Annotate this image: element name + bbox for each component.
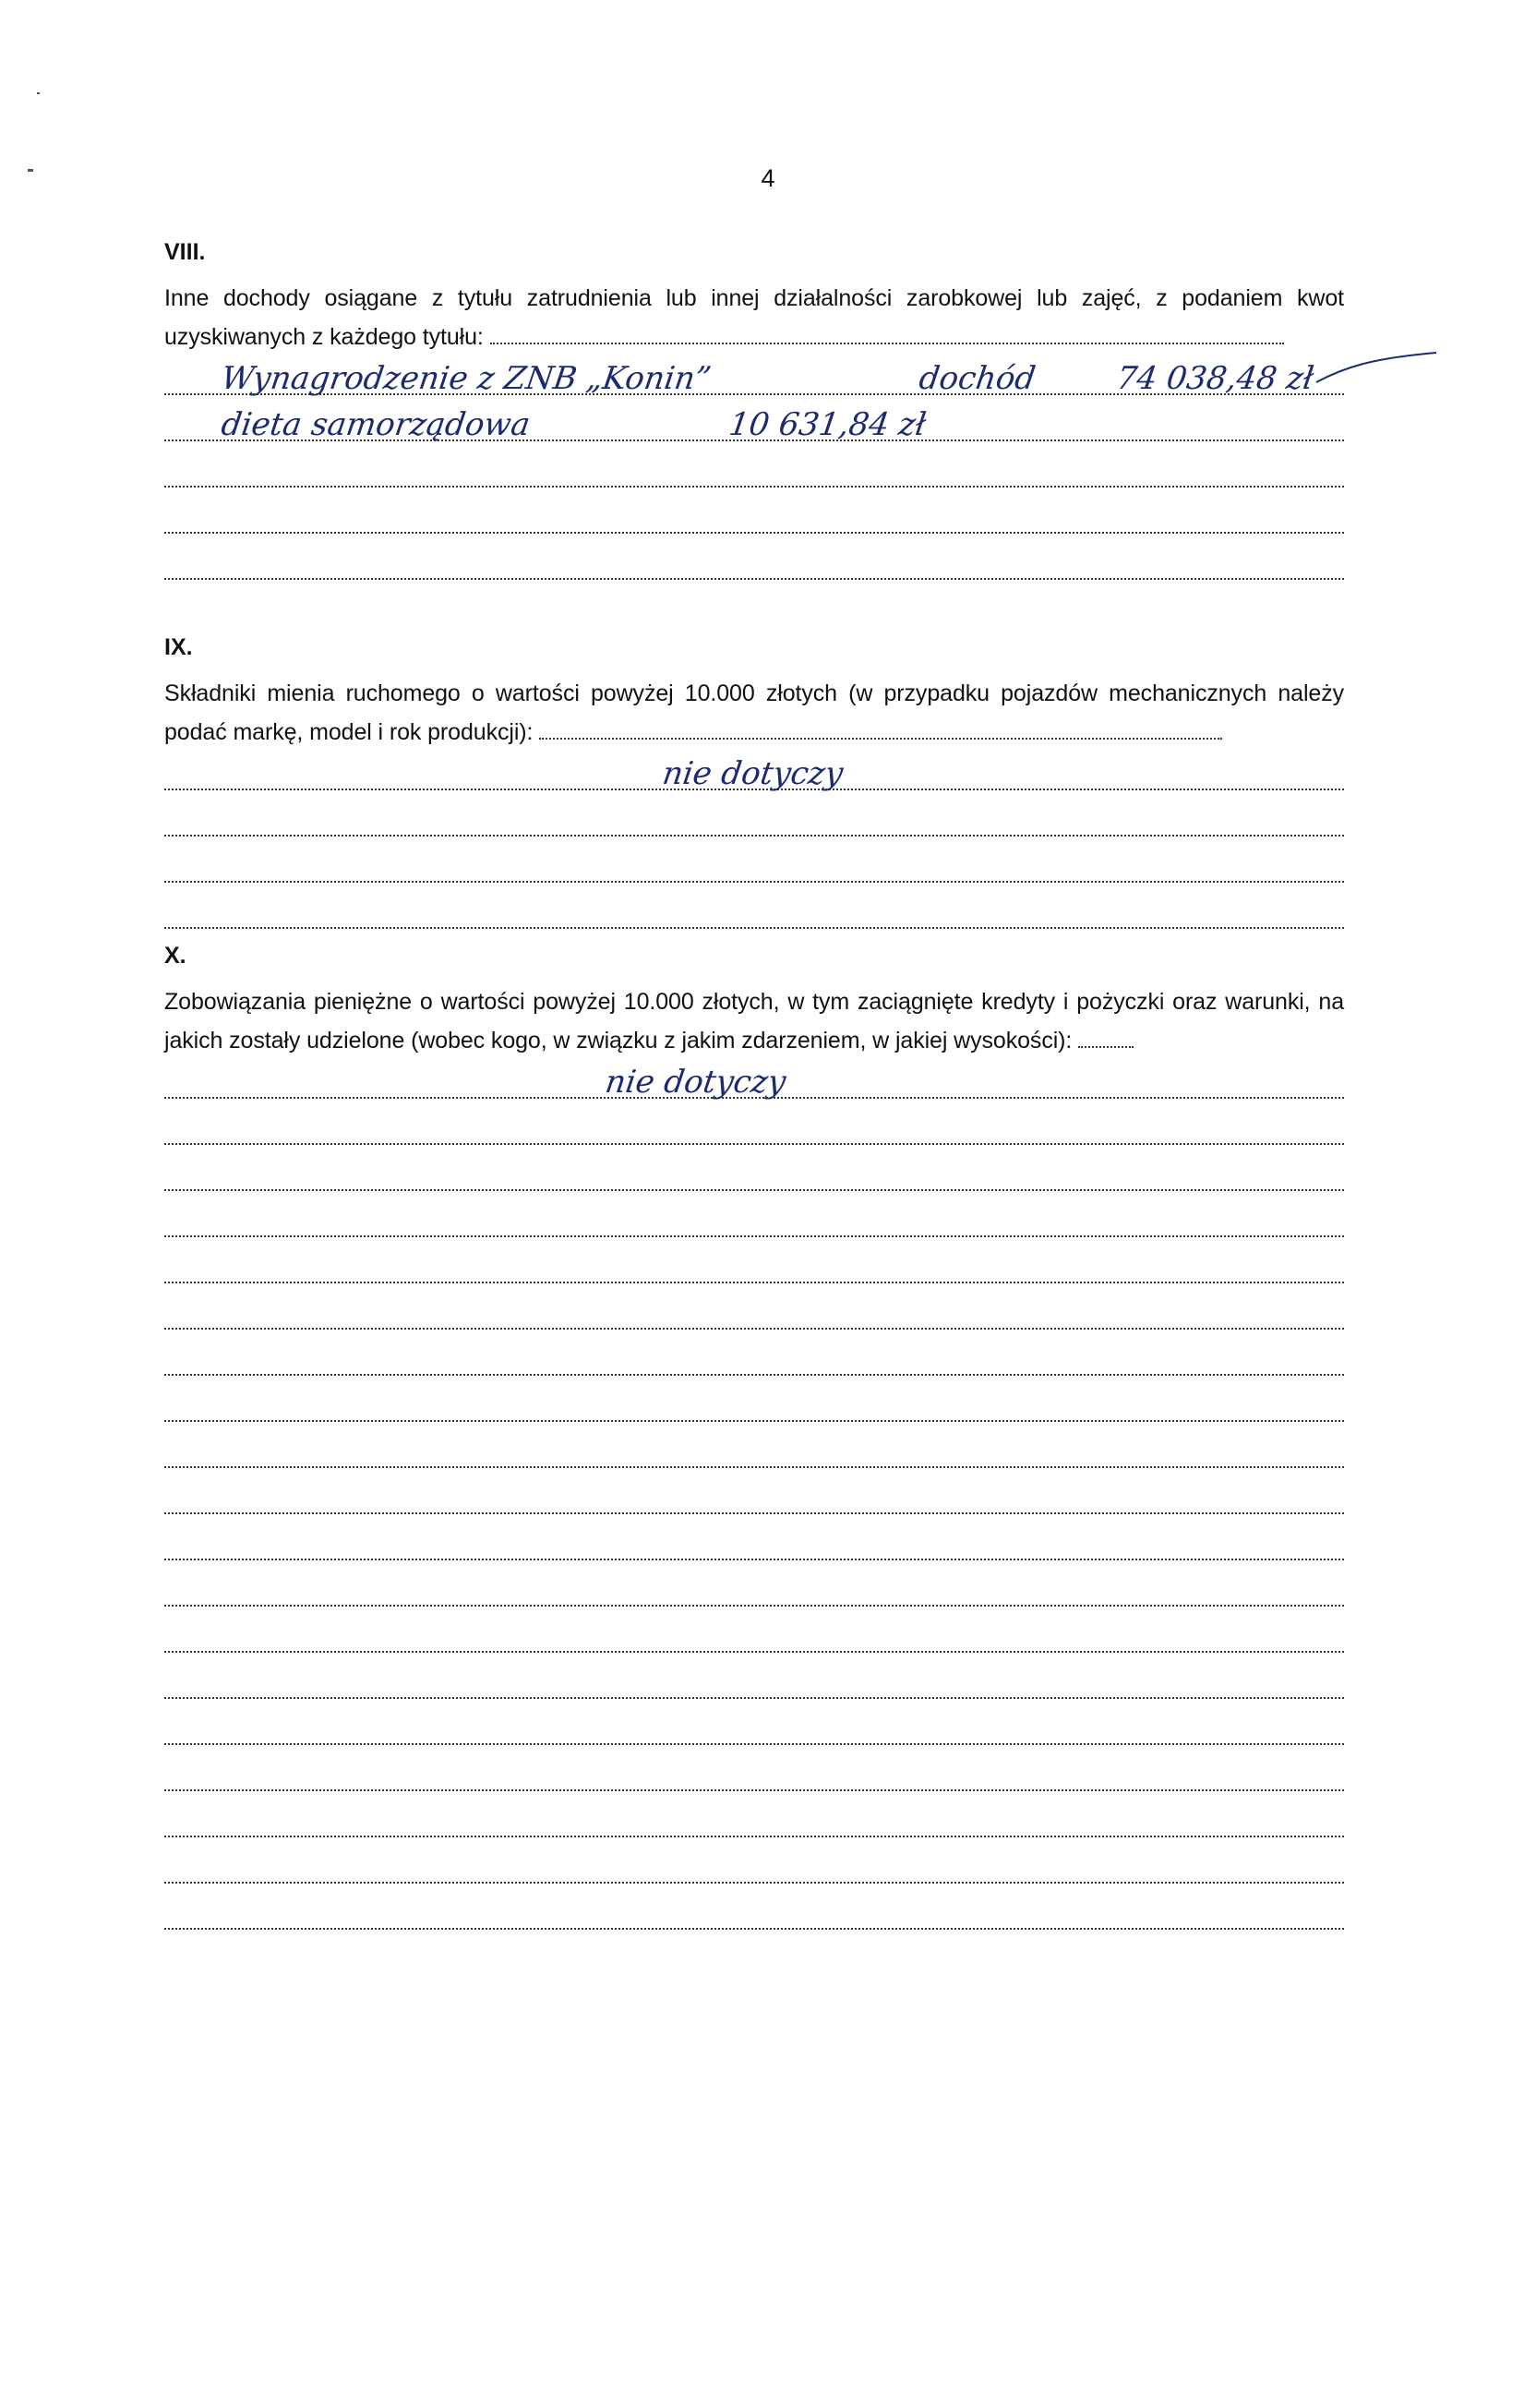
dotted-line <box>164 1282 1344 1283</box>
dotted-line <box>164 1512 1344 1514</box>
answer-line[interactable] <box>164 403 1344 449</box>
dotted-line <box>164 835 1344 837</box>
dotted-line <box>164 578 1344 580</box>
dotted-line <box>164 1836 1344 1837</box>
answer-dots <box>539 737 1222 740</box>
section-viii <box>164 238 1344 587</box>
answer-line[interactable] <box>164 1429 1344 1475</box>
dotted-line <box>164 1235 1344 1237</box>
handwritten-entry: dochód <box>917 360 1038 397</box>
answer-line[interactable] <box>164 1475 1344 1522</box>
dotted-line <box>164 1928 1344 1930</box>
answer-line[interactable] <box>164 1799 1344 1845</box>
answer-line[interactable] <box>164 1245 1344 1291</box>
section-text <box>164 674 1344 752</box>
answer-line[interactable] <box>164 1845 1344 1891</box>
handwritten-entry: Wynagrodzenie z ZNB „Konin” <box>219 360 714 397</box>
answer-line[interactable] <box>164 1337 1344 1383</box>
answer-dots <box>1078 1045 1134 1048</box>
answer-line[interactable] <box>164 752 1344 798</box>
answer-line[interactable] <box>164 798 1344 844</box>
section-heading: IX. <box>164 634 193 660</box>
answer-line[interactable] <box>164 449 1344 495</box>
dotted-line <box>164 1789 1344 1791</box>
answer-line[interactable] <box>164 1568 1344 1614</box>
dotted-line <box>164 881 1344 883</box>
handwritten-entry: 74 038,48 zł <box>1114 360 1316 397</box>
answer-dots <box>490 342 1284 344</box>
answer-line[interactable] <box>164 1152 1344 1198</box>
dotted-line <box>164 1605 1344 1607</box>
dotted-line <box>164 1882 1344 1884</box>
section-text-content: Składniki mienia ruchomego o wartości powyżej 10.000 złotych (w przypadku pojazdów mechanicznych należy podać markę, model i rok produkcji): <box>164 680 1344 745</box>
answer-line[interactable] <box>164 844 1344 890</box>
section-x <box>164 942 1344 1937</box>
section-text <box>164 279 1344 356</box>
dotted-line <box>164 1143 1344 1145</box>
answer-line[interactable] <box>164 1660 1344 1706</box>
answer-line[interactable] <box>164 890 1344 936</box>
section-text-content: Zobowiązania pieniężne o wartości powyżej 10.000 złotych, w tym zaciągnięte kredyty i pożyczki oraz warunki, na jakich zostały udzielone (wobec kogo, w związku z jakim zdarzeniem, w jakiej wysokości): <box>164 989 1344 1054</box>
scan-speck <box>37 92 40 94</box>
answer-line[interactable] <box>164 1383 1344 1429</box>
handwritten-entry: nie dotyczy <box>660 755 846 792</box>
section-ix <box>164 633 1344 936</box>
section-text <box>164 982 1344 1060</box>
dotted-line <box>164 1743 1344 1745</box>
handwritten-entry: 10 631,84 zł <box>726 406 929 443</box>
dotted-line <box>164 1466 1344 1468</box>
dotted-line <box>164 486 1344 488</box>
dotted-line <box>164 1328 1344 1330</box>
handwritten-entry: dieta samorządowa <box>219 406 533 443</box>
dotted-line <box>164 1420 1344 1422</box>
answer-line[interactable] <box>164 1291 1344 1337</box>
answer-line[interactable] <box>164 1614 1344 1660</box>
handwritten-entry: nie dotyczy <box>603 1064 788 1101</box>
answer-line[interactable] <box>164 1891 1344 1937</box>
dotted-line <box>164 1374 1344 1376</box>
section-heading: X. <box>164 943 186 969</box>
dotted-line <box>164 927 1344 929</box>
dotted-line <box>164 1559 1344 1560</box>
section-heading: VIII. <box>164 239 206 265</box>
dotted-line <box>164 532 1344 534</box>
answer-line[interactable] <box>164 356 1344 403</box>
answer-line[interactable] <box>164 1106 1344 1152</box>
dotted-line <box>164 1189 1344 1191</box>
answer-line[interactable] <box>164 1752 1344 1799</box>
answer-line[interactable] <box>164 1198 1344 1245</box>
page-number: 4 <box>761 164 775 192</box>
answer-line[interactable] <box>164 495 1344 541</box>
dotted-line <box>164 1651 1344 1653</box>
answer-line[interactable] <box>164 1706 1344 1752</box>
section-text-content: Inne dochody osiągane z tytułu zatrudnienia lub innej działalności zarobkowej lub zajęć, z podaniem kwot uzyskiwanych z każdego tytułu: <box>164 285 1344 350</box>
pen-stroke <box>1316 349 1446 386</box>
answer-line[interactable] <box>164 1522 1344 1568</box>
answer-line[interactable] <box>164 541 1344 587</box>
dotted-line <box>164 1697 1344 1699</box>
answer-line[interactable] <box>164 1060 1344 1106</box>
